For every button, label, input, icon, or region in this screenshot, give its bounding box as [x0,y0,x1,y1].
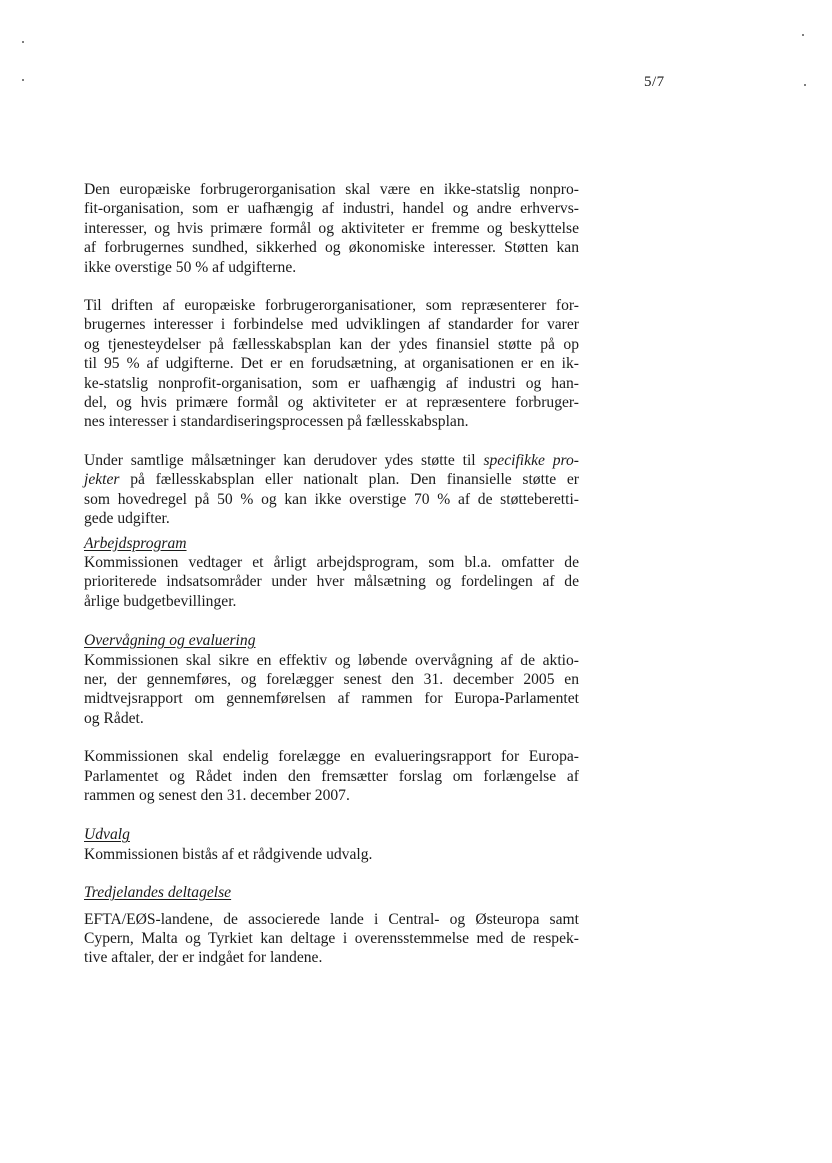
text-line [84,451,579,470]
text-line: gede udgifter. [84,510,170,528]
section-tredjelande [84,883,579,968]
text-line [84,470,579,489]
text-line: Parlamentet og Rådet inden den fremsætter forslag om forlængelse af [84,767,579,785]
section-heading: Overvågning og evaluering [84,632,256,650]
text-line: nes interesser i standardiseringsprocessen på fællesskabsplan. [84,413,469,431]
text-line: Til driften af europæiske forbrugerorganisationer, som repræsenterer for- [84,297,579,315]
paragraph-specific-projects [84,451,579,529]
section-heading: Tredjelandes deltagelse [84,884,232,902]
text-line: tive aftaler, der er indgået for landene. [84,949,323,967]
text-line: ikke overstige 50 % af udgifterne. [84,258,297,276]
italic-text: specifikke pro- [483,451,579,469]
text-line: fit-organisation, som er uafhængig af industri, handel og andre erhvervs- [84,200,579,218]
text-line: og tjenesteydelser på fællesskabsplan kan der ydes finansiel støtte på op [84,335,579,353]
text-line: Den europæiske forbrugerorganisation skal være en ikke-statslig nonpro- [84,181,579,198]
italic-text: jekter [84,471,120,489]
text-line: prioriterede indsatsområder under hver målsætning og fordelingen af de [84,573,579,591]
scan-speck [22,79,24,81]
text-line: og Rådet. [84,709,144,727]
section-heading: Arbejdsprogram [84,534,187,552]
text-line: del, og hvis primære formål og aktiviteter er at repræsentere forbruger- [84,394,579,412]
section-overvaagning [84,631,579,728]
text-line: Cypern, Malta og Tyrkiet kan deltage i overensstemmelse med de respek- [84,930,579,947]
scan-speck [22,41,24,43]
page-number: 5/7 [644,74,665,90]
text-line: midtvejsrapport om gennemførelsen af rammen for Europa-Parlamentet [84,690,579,708]
text-line: ke-statslig nonprofit-organisation, som er uafhængig af industri og han- [84,374,579,392]
text-run: på fællesskabsplan eller nationalt plan. Den finansielle støtte er [119,471,579,489]
text-line: som hovedregel på 50 % og kan ikke overstige 70 % af de støtteberetti- [84,490,579,508]
section-arbejdsprogram [84,534,579,612]
text-line: interesser, og hvis primære formål og aktiviteter er fremme og beskyttelse [84,219,579,237]
text-run: Under samtlige målsætninger kan derudover ydes støtte til [84,451,484,469]
text-line: brugernes interesser i forbindelse med udviklingen af standarder for varer [84,316,579,334]
section-heading: Udvalg [84,826,130,844]
scan-speck [802,34,804,36]
text-line: rammen og senest den 31. december 2007. [84,786,350,804]
scan-speck [804,84,806,86]
text-line: ner, der gennemføres, og forelægger senest den 31. december 2005 en [84,670,579,688]
text-line: Kommissionen skal endelig forelægge en evalueringsrapport for Europa- [84,748,579,766]
document-body [84,180,579,987]
paragraph-standardisation [84,296,579,432]
text-line: til 95 % af udgifterne. Det er en forudsætning, at organisationen er en ik- [84,355,579,373]
text-line: Kommissionen bistås af et rådgivende udvalg. [84,845,373,863]
text-line: EFTA/EØS-landene, de associerede lande i Central- og Østeuropa samt [84,910,579,928]
text-line: Kommissionen skal sikre en effektiv og løbende overvågning af de aktio- [84,651,579,669]
text-line: årlige budgetbevillinger. [84,592,237,610]
section-udvalg [84,825,579,864]
text-line: af forbrugernes sundhed, sikkerhed og økonomiske interesser. Støtten kan [84,239,579,257]
text-line: Kommissionen vedtager et årligt arbejdsprogram, som bl.a. omfatter de [84,553,579,571]
paragraph-consumer-organisation [84,180,579,277]
paragraph-evaluation-report [84,747,579,805]
